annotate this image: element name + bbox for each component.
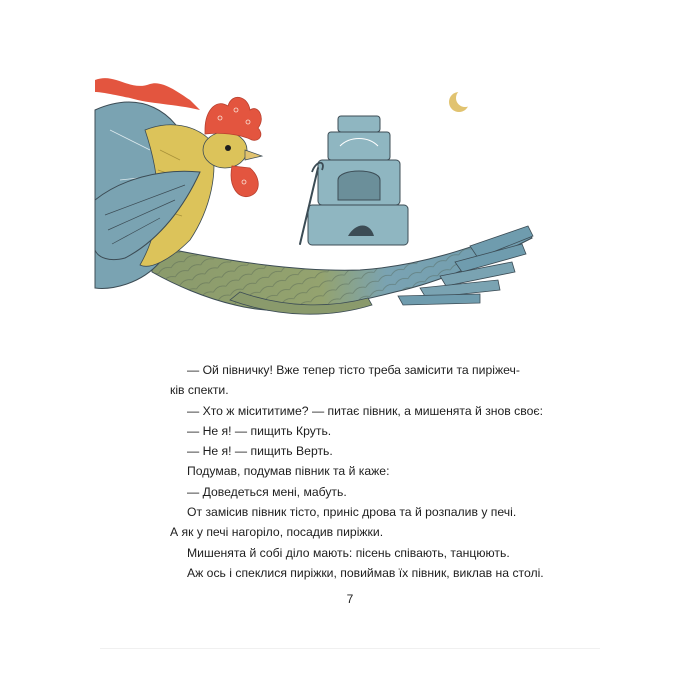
paragraph-line: — Хто ж місититиме? — питає півник, а мишенята й знов своє:: [187, 403, 543, 418]
story-text: [170, 360, 544, 583]
paragraph-line: — Не я! — пищить Круть.: [187, 423, 332, 438]
stove: [308, 116, 408, 245]
paragraph-line: От замісив півник тісто, приніс дрова та й розпалив у печі.: [187, 505, 517, 520]
rooster-stove-illustration: [0, 0, 700, 340]
crescent-moon-icon: [449, 89, 474, 112]
paragraph-line: Мишенята й собі діло мають: пісень співають, танцюють.: [187, 545, 510, 560]
page-number: 7: [346, 592, 354, 606]
paragraph-line: Аж ось і спеклися пиріжки, повиймав їх півник, виклав на столі.: [187, 565, 544, 580]
paragraph-line: А як у печі нагоріло, посадив пиріжки.: [170, 525, 384, 540]
divider: [100, 648, 600, 649]
paragraph-line: — Доведеться мені, мабуть.: [187, 484, 347, 499]
paragraph-line: Подумав, подумав півник та й каже:: [187, 464, 390, 479]
paragraph-line: — Ой півничку! Вже тепер тісто треба замісити та пиріжеч-: [187, 363, 520, 377]
paragraph-line: ків спекти.: [170, 383, 229, 398]
paragraph-line: — Не я! — пищить Верть.: [187, 444, 333, 459]
